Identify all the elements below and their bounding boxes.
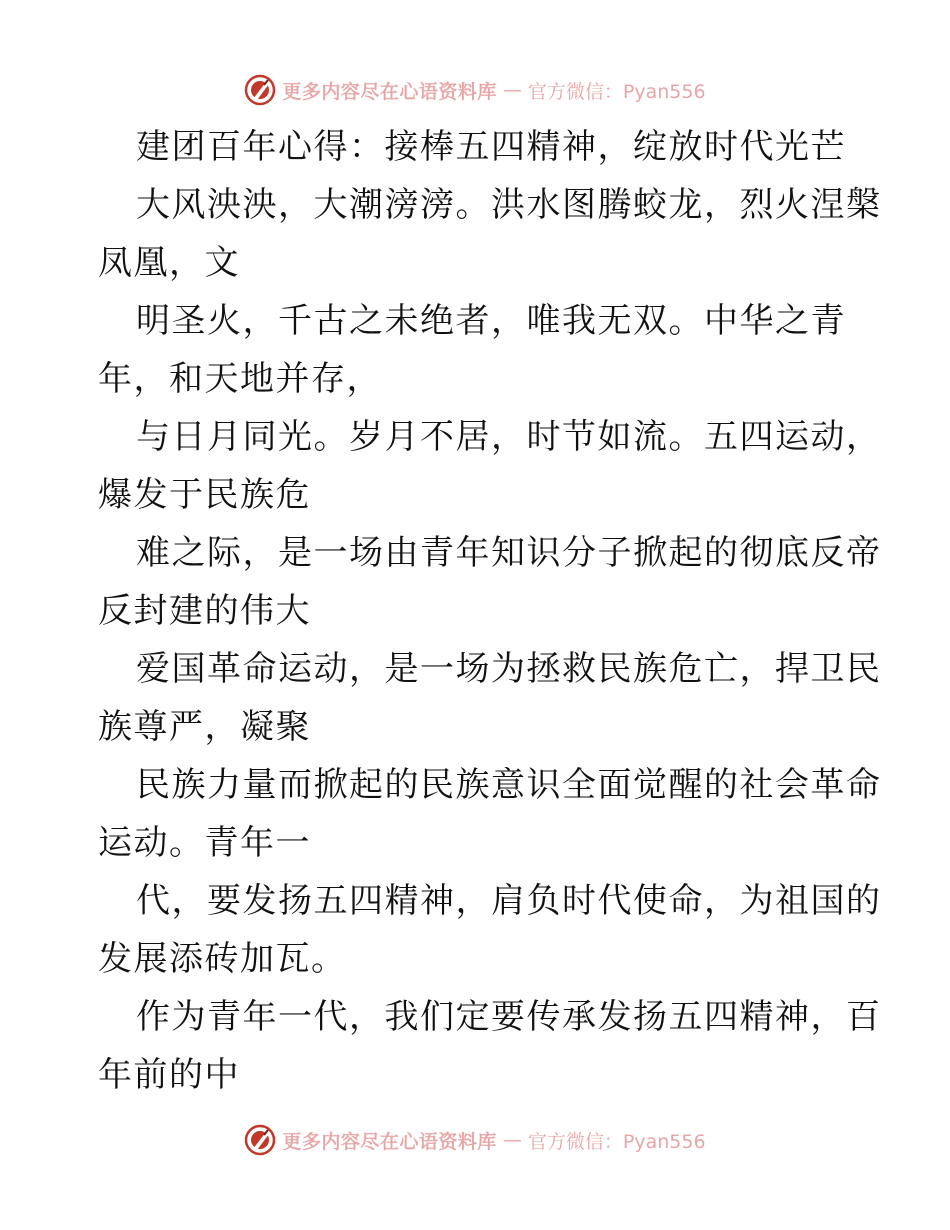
footer-watermark xyxy=(0,1120,950,1160)
document-body xyxy=(98,118,882,1104)
watermark-contact: 官方微信：Pyan556 xyxy=(527,80,706,103)
watermark-contact: 官方微信：Pyan556 xyxy=(527,1130,706,1153)
watermark-text: 更多内容尽在心语资料库 xyxy=(282,80,497,103)
paragraph-line: 作为青年一代，我们定要传承发扬五四精神，百 xyxy=(136,997,882,1037)
quill-pen-icon xyxy=(244,1124,276,1156)
paragraph-line: 与日月同光。岁月不居，时节如流。五四运动， xyxy=(136,417,882,457)
paragraph-line: 爱国革命运动，是一场为拯救民族危亡，捍卫民 xyxy=(136,649,882,689)
watermark-text: 更多内容尽在心语资料库 xyxy=(282,1130,497,1153)
quill-pen-icon xyxy=(244,74,276,106)
paragraph-line: 难之际，是一场由青年知识分子掀起的彻底反帝 xyxy=(136,533,882,573)
paragraph-line: 代，要发扬五四精神，肩负时代使命，为祖国的 xyxy=(136,881,882,921)
document-title: 建团百年心得：接棒五四精神，绽放时代光芒 xyxy=(136,127,846,167)
paragraph-line: 年，和天地并存， xyxy=(98,359,382,399)
paragraph-line: 民族力量而掀起的民族意识全面觉醒的社会革命 xyxy=(136,765,882,805)
watermark-separator: — xyxy=(502,1129,522,1151)
paragraph-line: 凤凰，文 xyxy=(98,243,240,283)
paragraph-line: 大风泱泱，大潮滂滂。洪水图腾蛟龙，烈火涅槃 xyxy=(136,185,882,225)
paragraph-line: 爆发于民族危 xyxy=(98,475,311,515)
paragraph-line: 年前的中 xyxy=(98,1055,240,1095)
paragraph-line: 族尊严，凝聚 xyxy=(98,707,311,747)
paragraph-line: 运动。青年一 xyxy=(98,823,311,863)
watermark-separator: — xyxy=(502,79,522,101)
paragraph-line: 明圣火，千古之未绝者，唯我无双。中华之青 xyxy=(136,301,846,341)
header-watermark xyxy=(0,70,950,110)
paragraph-line: 反封建的伟大 xyxy=(98,591,311,631)
paragraph-line: 发展添砖加瓦。 xyxy=(98,939,347,979)
